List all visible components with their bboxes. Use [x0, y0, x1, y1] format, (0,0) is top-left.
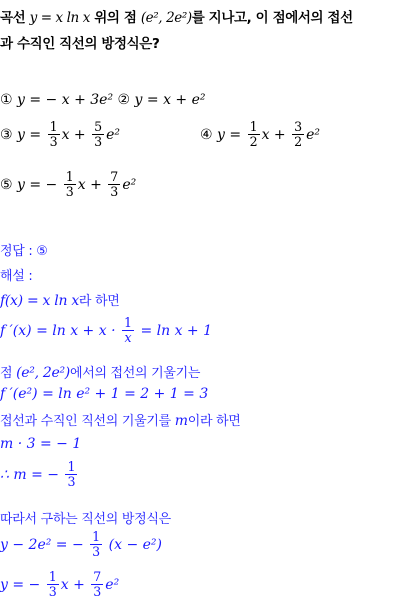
solution-step-9: y − 2e² = − $\frac{1}{3}$ (x − e²) — [0, 529, 162, 560]
fraction: $\frac{3}{2}$ — [294, 119, 303, 150]
fraction: $\frac{1}{3}$ — [67, 459, 76, 490]
option-row-1 — [0, 92, 206, 108]
option-5-mark: ⑤ — [0, 176, 13, 193]
solution-step-1: f(x) = x ln x라 하면 — [0, 293, 120, 309]
option-2-expr: y = x + e² — [134, 92, 206, 108]
option-3-mark: ③ — [0, 126, 13, 143]
fraction: $\frac{1}{x}$ — [123, 315, 132, 346]
solution-heading: 해설 : — [0, 269, 33, 284]
fraction: $\frac{1}{3}$ — [49, 119, 58, 150]
solution-step-3: 점 (e², 2e²)에서의 접선의 기울기는 — [0, 365, 201, 381]
solution-step-10: y = − $\frac{1}{3}$ x + $\frac{7}{3}$ e² — [0, 569, 120, 600]
option-3: ③ y = $\frac{1}{3}$ x + $\frac{5}{3}$ e² — [0, 119, 121, 150]
question-text: 위의 점 — [94, 10, 137, 26]
fraction: $\frac{1}{3}$ — [48, 569, 57, 600]
option-1-expr: y = − x + 3e² — [17, 92, 114, 108]
option-1-mark: ① — [0, 92, 13, 108]
point-coordinates: (e², 2e²) — [140, 10, 192, 26]
fraction: $\frac{5}{3}$ — [94, 119, 103, 150]
question-line-1 — [0, 6, 353, 26]
option-4: ④ y = $\frac{1}{2}$ x + $\frac{3}{2}$ e² — [200, 119, 321, 150]
question-text: 를 지나고, 이 점에서의 접선 — [191, 10, 353, 26]
solution-step-6: m · 3 = − 1 — [0, 436, 82, 452]
solution-step-5: 접선과 수직인 직선의 기울기를 m이라 하면 — [0, 413, 241, 429]
fraction: $\frac{1}{3}$ — [92, 529, 101, 560]
option-4-mark: ④ — [200, 126, 213, 143]
question-line-2: 과 수직인 직선의 방정식은? — [0, 36, 160, 52]
option-2-mark: ② — [117, 92, 131, 108]
fraction: $\frac{1}{3}$ — [65, 169, 74, 200]
solution-step-8: 따라서 구하는 직선의 방정식은 — [0, 512, 171, 527]
fraction: $\frac{7}{3}$ — [93, 569, 102, 600]
fraction: $\frac{7}{3}$ — [110, 169, 119, 200]
curve-equation: y = x ln x — [29, 10, 90, 26]
question-text: 곡선 — [0, 10, 26, 26]
answer-line: 정답 : ⑤ — [0, 244, 48, 259]
solution-step-2: f ′(x) = ln x + x · $\frac{1}{x}$ = ln x + 1 — [0, 315, 213, 346]
fraction: $\frac{1}{2}$ — [249, 119, 258, 150]
solution-step-4: f ′(e²) = ln e² + 1 = 2 + 1 = 3 — [0, 386, 209, 402]
option-5: ⑤ y = − $\frac{1}{3}$ x + $\frac{7}{3}$ e² — [0, 169, 137, 200]
solution-step-7: ∴ m = − $\frac{1}{3}$ — [0, 459, 76, 490]
